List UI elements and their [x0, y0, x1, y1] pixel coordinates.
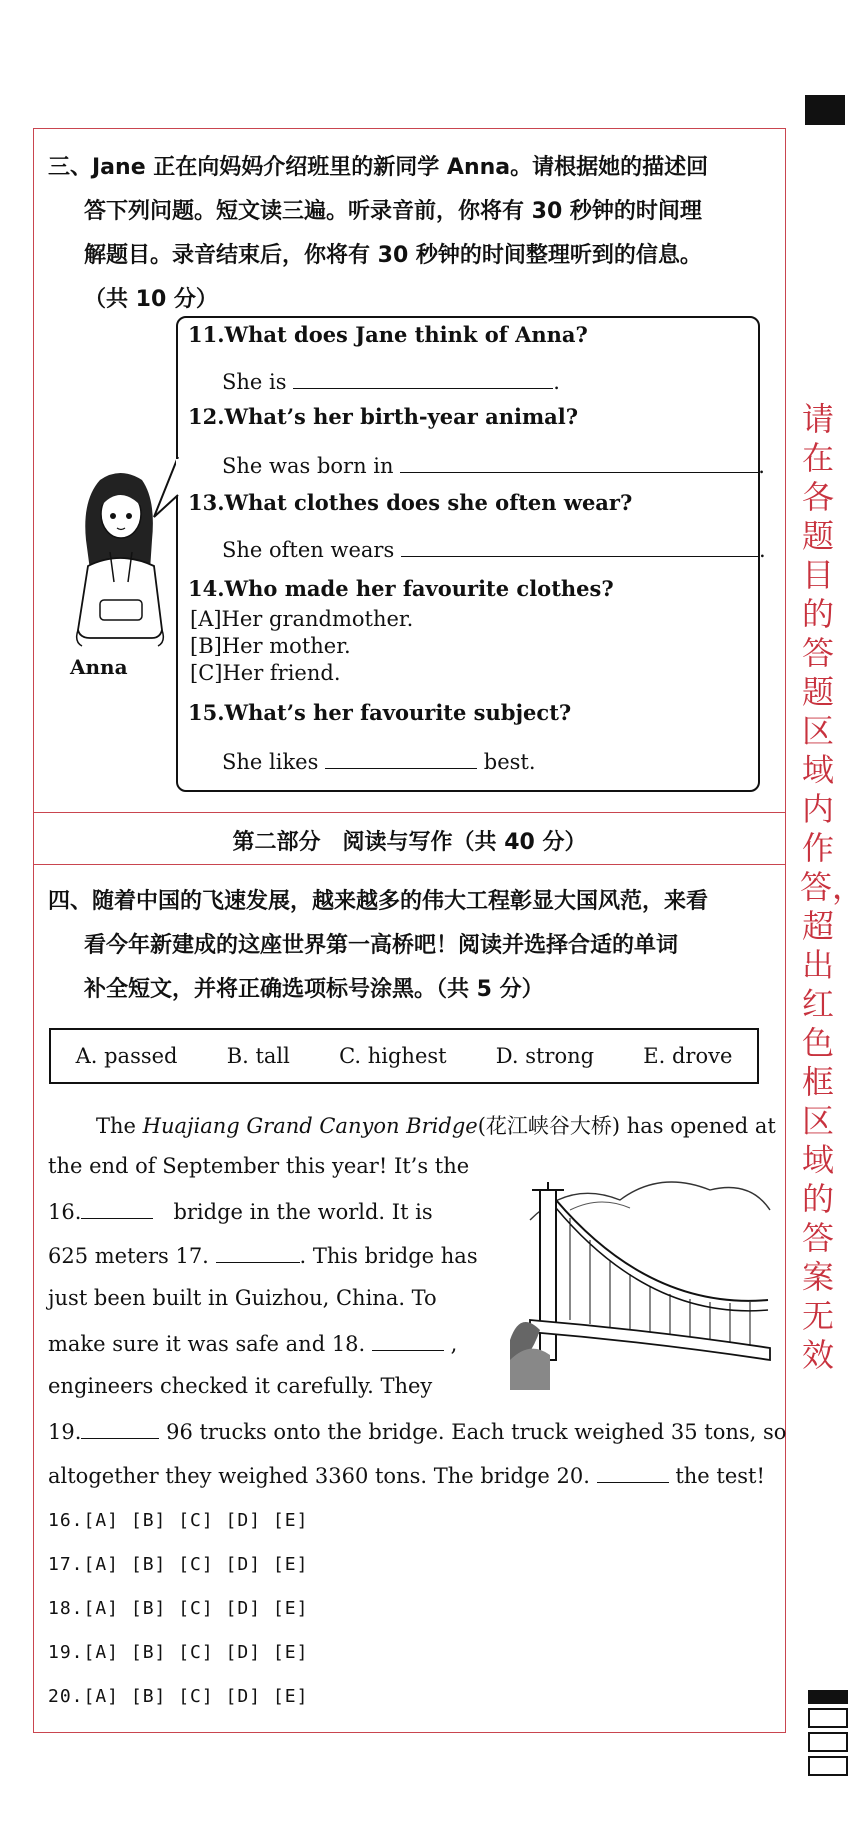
passage-line: 19. 96 trucks onto the bridge. Each truck weighed 35 tons, so	[48, 1420, 787, 1444]
heading-line: 解题目。录音结束后，你将有 30 秒钟的时间整理听到的信息。	[84, 243, 702, 268]
answer-row-17[interactable]: 17.[A] [B] [C] [D] [E]	[48, 1554, 309, 1575]
anna-illustration	[70, 470, 170, 650]
question-12: 12.What’s her birth-year animal?	[188, 404, 579, 429]
alignment-marker-bottom	[808, 1690, 848, 1780]
answer-blank[interactable]	[401, 536, 759, 557]
answer-row-19[interactable]: 19.[A] [B] [C] [D] [E]	[48, 1642, 309, 1663]
answer-line-15: She likes best.	[222, 750, 536, 774]
heading-line: 看今年新建成的这座世界第一高桥吧！阅读并选择合适的单词	[84, 933, 679, 958]
answer-blank[interactable]	[293, 368, 553, 389]
part2-title: 第二部分 阅读与写作（共 40 分）	[232, 830, 587, 855]
passage-line: 16. bridge in the world. It is	[48, 1200, 433, 1224]
heading-line: 答下列问题。短文读三遍。听录音前，你将有 30 秒钟的时间理	[84, 199, 702, 224]
question-13: 13.What clothes does she often wear?	[188, 490, 633, 515]
word-option: A. passed	[75, 1044, 178, 1068]
divider-line	[33, 864, 786, 865]
answer-row-20[interactable]: 20.[A] [B] [C] [D] [E]	[48, 1686, 309, 1707]
side-note: 请在各题目的答题区域内作答，超出红色框区域的答案无效	[800, 400, 865, 1374]
blank-19[interactable]	[81, 1418, 159, 1439]
passage-line: The Huajiang Grand Canyon Bridge(花江峡谷大桥) has opened at	[96, 1114, 776, 1138]
passage-line: 625 meters 17. . This bridge has	[48, 1244, 478, 1268]
heading-line: 四、随着中国的飞速发展，越来越多的伟大工程彰显大国风范，来看	[48, 889, 709, 914]
blank-17[interactable]	[216, 1242, 300, 1263]
question-11: 11.What does Jane think of Anna?	[188, 322, 588, 347]
passage-line: make sure it was safe and 18. ,	[48, 1332, 458, 1356]
answer-line-12: She was born in .	[222, 454, 765, 478]
answer-line-11: She is .	[222, 370, 560, 394]
character-name: Anna	[70, 655, 128, 679]
section4-heading	[48, 880, 776, 1012]
word-option: E. drove	[643, 1044, 733, 1068]
bridge-illustration	[510, 1160, 772, 1390]
option-b[interactable]: [B]Her mother.	[190, 634, 351, 658]
option-a[interactable]: [A]Her grandmother.	[190, 607, 414, 631]
alignment-marker-top	[805, 95, 845, 125]
answer-blank[interactable]	[325, 748, 477, 769]
word-option: C. highest	[339, 1044, 447, 1068]
answer-row-18[interactable]: 18.[A] [B] [C] [D] [E]	[48, 1598, 309, 1619]
word-option: B. tall	[226, 1044, 290, 1068]
answer-blank[interactable]	[400, 452, 758, 473]
question-15: 15.What’s her favourite subject?	[188, 700, 572, 725]
blank-16[interactable]	[81, 1198, 153, 1219]
option-c[interactable]: [C]Her friend.	[190, 661, 341, 685]
passage-line: engineers checked it carefully. They	[48, 1374, 433, 1398]
answer-line-13: She often wears .	[222, 538, 766, 562]
answer-row-16[interactable]: 16.[A] [B] [C] [D] [E]	[48, 1510, 309, 1531]
passage-line: altogether they weighed 3360 tons. The bridge 20. the test!	[48, 1464, 765, 1488]
passage-line: just been built in Guizhou, China. To	[48, 1286, 437, 1310]
word-option: D. strong	[495, 1044, 595, 1068]
blank-18[interactable]	[372, 1330, 444, 1351]
divider-line	[33, 812, 786, 813]
passage-line: the end of September this year! It’s the	[48, 1154, 470, 1178]
blank-20[interactable]	[597, 1462, 669, 1483]
heading-line: 三、Jane 正在向妈妈介绍班里的新同学 Anna。请根据她的描述回	[48, 155, 709, 180]
heading-line: （共 10 分）	[84, 287, 218, 312]
word-bank	[49, 1028, 759, 1084]
section3-heading	[48, 146, 776, 322]
heading-line: 补全短文，并将正确选项标号涂黑。（共 5 分）	[84, 977, 544, 1002]
question-14: 14.Who made her favourite clothes?	[188, 576, 614, 601]
